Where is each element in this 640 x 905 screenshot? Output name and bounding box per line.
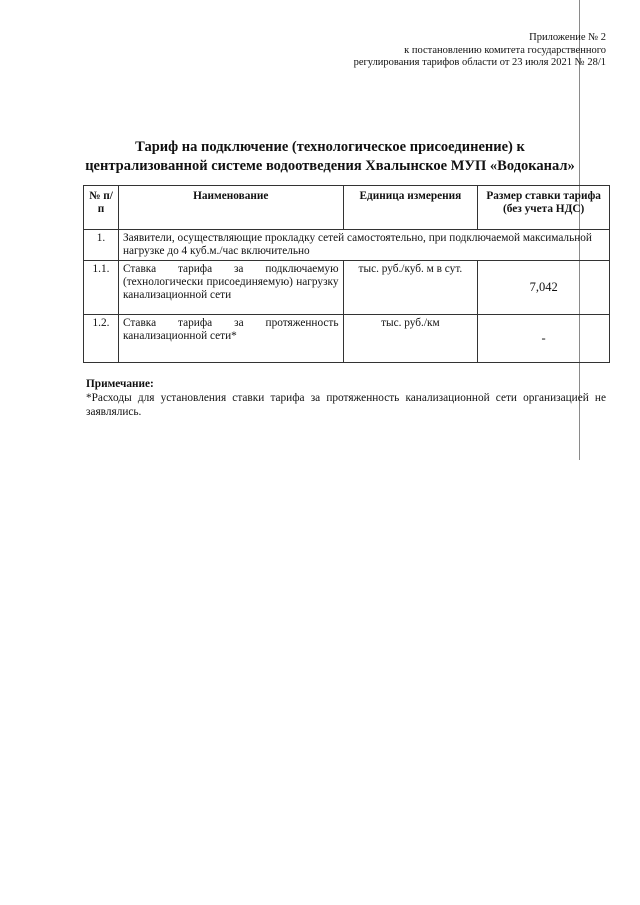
row-num: 1.2. — [84, 315, 119, 363]
appendix-number: Приложение № 2 — [529, 32, 606, 43]
tariff-table — [83, 185, 610, 363]
row-unit: тыс. руб./куб. м в сут. — [343, 261, 478, 315]
row-unit: тыс. руб./км — [343, 315, 478, 363]
row-rate: 7,042 — [478, 261, 610, 315]
header-num: № п/п — [84, 186, 119, 230]
row-num: 1.1. — [84, 261, 119, 315]
appendix-header — [276, 32, 606, 70]
header-name: Наименование — [118, 186, 343, 230]
header-unit: Единица измерения — [343, 186, 478, 230]
group-text: Заявители, осуществляющие прокладку сетей самостоятельно, при подключаемой максимальной нагрузке до 4 куб.м./час включительно — [118, 230, 609, 261]
document-title-line-1: Тариф на подключение (технологическое присоединение) к — [135, 139, 525, 155]
footnote-text: *Расходы для установления ставки тарифа за протяженность канализационной сети организацией не заявлялись. — [86, 392, 606, 418]
appendix-reference: к постановлению комитета государственного — [404, 44, 606, 56]
document-title — [60, 138, 600, 176]
footnote — [86, 377, 606, 419]
table-header-row — [84, 186, 610, 230]
appendix-date: регулирования тарифов области от 23 июля 2021 № 28/1 — [353, 57, 606, 68]
table-group-row — [84, 230, 610, 261]
document-title-line-2: централизованной системе водоотведения Хвалынское МУП «Водоканал» — [85, 158, 575, 174]
row-name: Ставка тарифа за подключаемую (технологически присоединяемую) нагрузку канализационной сети — [118, 261, 343, 315]
table-row — [84, 315, 610, 363]
table-row — [84, 261, 610, 315]
group-num: 1. — [84, 230, 119, 261]
header-rate: Размер ставки тарифа (без учета НДС) — [478, 186, 610, 230]
row-name: Ставка тарифа за протяженность канализационной сети* — [118, 315, 343, 363]
footnote-title: Примечание: — [86, 378, 154, 390]
row-rate: - — [478, 315, 610, 363]
